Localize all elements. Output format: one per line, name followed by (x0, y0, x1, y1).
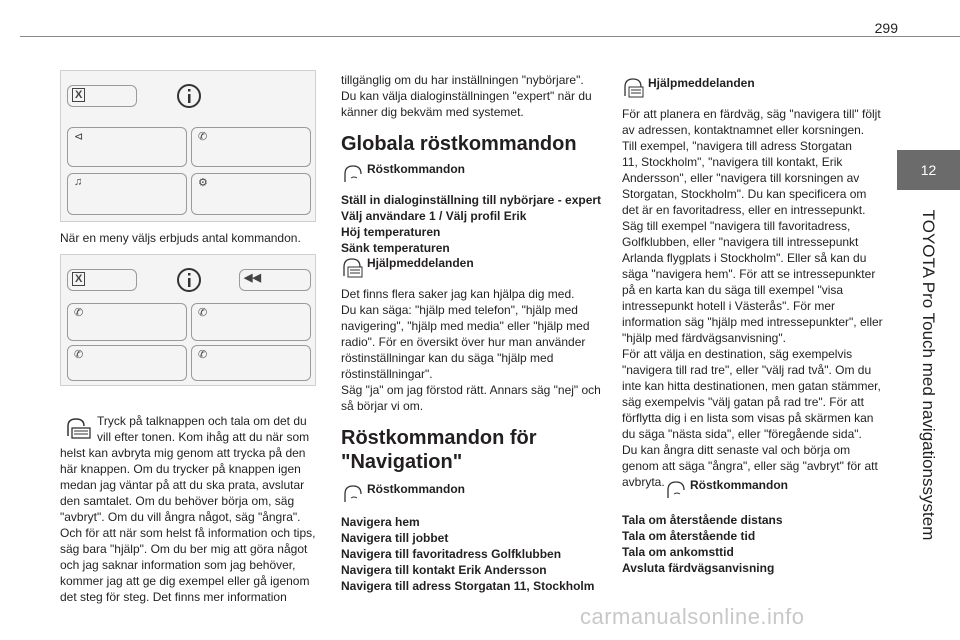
middle-column: tillgänglig om du har inställningen "nybörjare". Du kan välja dialoginställningen "expert" när du känner dig bekväm med systemet. Globala röstkommandon Röstkommandon Ställ in dialoginställning till nybörjare - expert Välj användare 1 / Välj profil Erik Höj temperaturen Sänk temperaturen Hjälpmeddelanden Det finns flera saker jag kan hjälpa dig med. Du kan säga: "hjälp med telefon", "hjälp med navigering", "hjälp med media" eller "hjälp med radio". För en översikt över hur man använder röstinställningar kan du säga "hjälp med röstinställningar". Säg "ja" om jag förstod rätt. Annars säg "nej" och så börjar vi om. Röstkommandon för "Navigation" Röstkommandon Navigera hem Navigera till jobbet Navigera till favoritadress Golfklubben Navigera till kontakt Erik Andersson Navigera till adress Storgatan 11, Stockholm (341, 72, 611, 594)
chapter-tab: 12 (897, 150, 960, 190)
back-icon: ◀◀ (244, 272, 261, 284)
left-paragraph: Tryck på talknappen och tala om det du vill efter tonen. Kom ihåg att du när som helst kan avbryta mig genom att trycka på den här knappen. Om du trycker på knappen igen medan jag väntar på att du ska prata, avslutar den samtalet. Om du behöver börja om, säg "avbryt". Om du vill ångra något, säg "ångra". Och för att när som helst få information och tips, säg bara "hjälp". Om du ber mig att göra något och jag saknar information som jag behöver, kommer jag att ge dig exempel eller gå igenom det steg för steg. Det finns mer information (60, 414, 316, 604)
phone-icon: ✆ (74, 349, 84, 361)
music-icon: ♫ (74, 176, 83, 188)
heading-navigation: Röstkommandon för (341, 427, 537, 449)
voice-command-icon (664, 478, 686, 500)
heading-global: Globala röstkommandon (341, 133, 577, 155)
page-number: 299 (874, 20, 898, 36)
info-icon (176, 267, 202, 293)
help-message-icon (622, 76, 644, 98)
voice-command-icon (341, 162, 363, 184)
right-column: Hjälpmeddelanden För att planera en färdväg, säg "navigera till" följt av adressen, kontaktnamnet eller korsningen. Till exempel, "navigera till adress Storgatan 11, Stockholm", "navigera till kontakt, Erik Andersson", eller "navigera till korsningen av Storgatan, Stockholm". Du kan specificera om det är en favoritadress, eller en intressepunkt. Säg till exempel "navigera till favoritadress, Golfklubben, eller "navigera till intressepunkt Arlanda flygplats i Stockholm". Eller så kan du säga "navigera hem". För att se intressepunkter på en karta kan du säga till exempel "visa intressepunkt hotell i Västerås". För mer information säg "hjälp med intressepunkter", eller "hjälp med färdvägsanvisning". För att välja en destination, säg exempelvis "navigera till rad tre", eller "välj rad två". Om du inte kan hitta destinationen, men gatan stämmer, säg exempelvis "välj gatan på rad tre". För att förflytta dig i en lista som visas på skärmen kan du säga "nästa sida", eller "föregående sida". Du kan ångra ditt senaste val och börja om genom att säga "ångra", eller säg "avbryt" för att avbryta. Röstkommandon Tala om återstående distans Tala om återstående tid Tala om ankomsttid Avsluta färdvägsanvisning (622, 76, 883, 575)
voice-command-icon (341, 482, 363, 504)
menu-screen-illustration-2 (60, 254, 316, 386)
info-icon (176, 83, 202, 109)
settings-icon: ⚙ (198, 177, 208, 189)
phone-icon: ✆ (198, 307, 208, 319)
cancel-voice-icon: X (72, 88, 85, 102)
watermark: carmanualsonline.info (580, 604, 805, 629)
cancel-voice-icon: X (72, 272, 85, 286)
help-message-icon (341, 256, 363, 278)
navigation-icon: ⊲ (74, 131, 84, 143)
caption-1: När en meny väljs erbjuds antal kommandon. (60, 231, 301, 245)
phone-icon: ✆ (74, 307, 84, 319)
side-title: TOYOTA Pro Touch med navigationssystem (919, 209, 938, 541)
phone-icon: ✆ (198, 349, 208, 361)
phone-icon: ✆ (198, 131, 208, 143)
header-rule (20, 36, 960, 37)
menu-screen-illustration-1 (60, 70, 316, 222)
